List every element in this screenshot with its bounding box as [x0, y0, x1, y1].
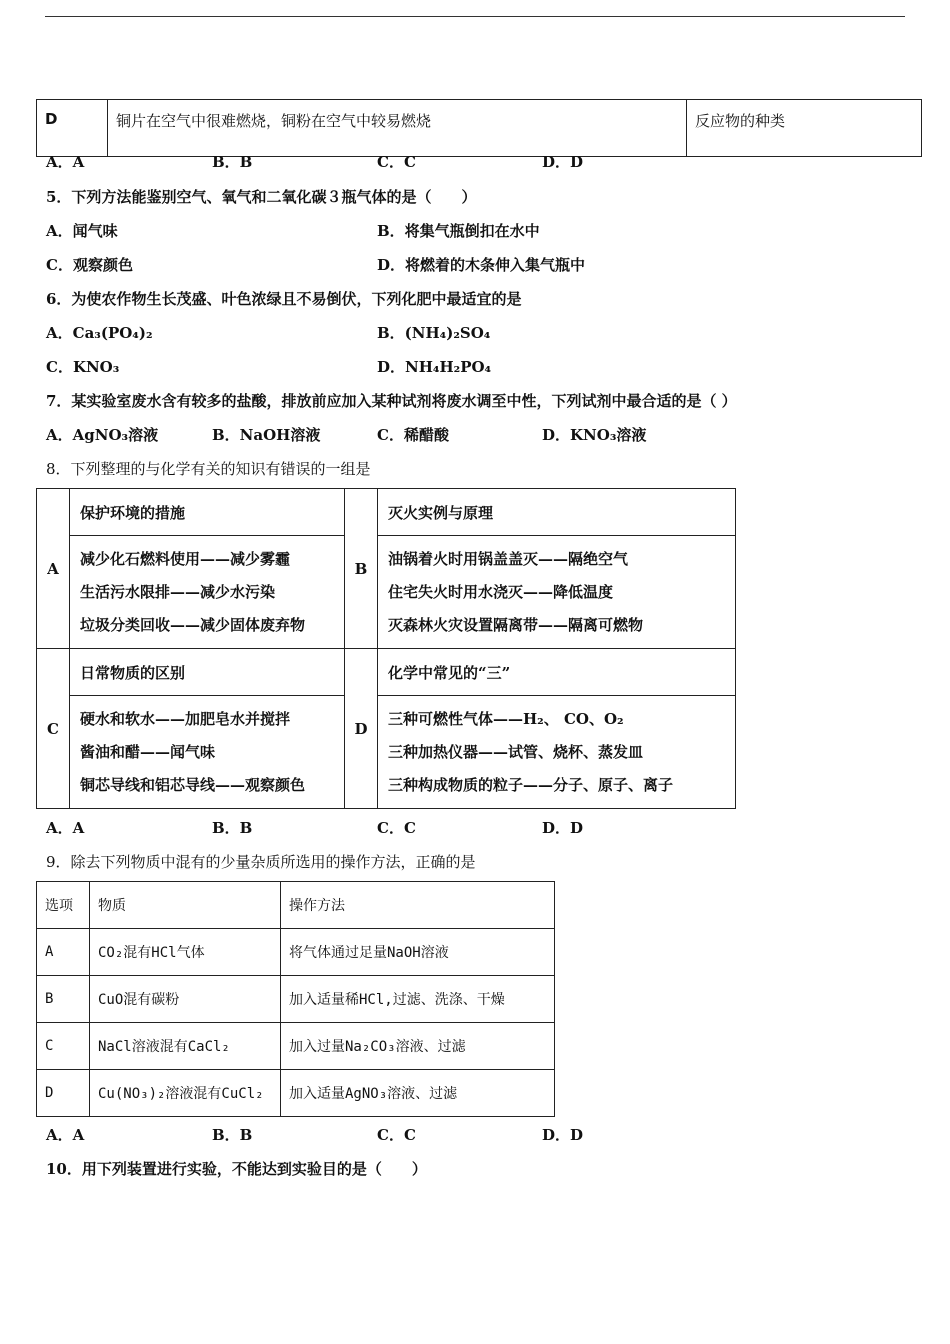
q9-header-method: 操作方法 [281, 882, 555, 929]
table-cell: A [37, 929, 90, 976]
q8-cell-b-label: B [345, 489, 378, 649]
q5-stem: 5．下列方法能鉴别空气、氧气和二氧化碳３瓶气体的是（ ） [46, 188, 477, 206]
list-item: 垃圾分类回收——减少固体废弃物 [80, 615, 306, 634]
table-row [37, 536, 736, 649]
q9-option-b[interactable]: B．B [212, 1126, 253, 1144]
table-row [37, 649, 736, 696]
q4-option-b[interactable]: B．B [212, 153, 253, 171]
table-cell: CO₂混有HCl气体 [90, 929, 281, 976]
q7-option-d[interactable]: D．KNO₃溶液 [542, 426, 647, 444]
q8-cell-b-title: 灭火实例与原理 [378, 489, 736, 536]
row-d-label: D [37, 100, 108, 157]
table-cell: 将气体通过足量NaOH溶液 [281, 929, 555, 976]
table-row [37, 1070, 555, 1117]
row-d-factor: 反应物的种类 [687, 100, 922, 157]
q9-option-c[interactable]: C．C [377, 1126, 416, 1144]
q9-option-a[interactable]: A．A [46, 1126, 85, 1144]
table-row [37, 976, 555, 1023]
header-rule [45, 16, 905, 17]
q4-option-a[interactable]: A．A [46, 153, 85, 171]
table-row [37, 1023, 555, 1070]
q8-cell-a-title: 保护环境的措施 [70, 489, 345, 536]
q8-option-a[interactable]: A．A [46, 819, 85, 837]
q8-cell-b-body [378, 536, 736, 649]
q8-cell-a-body [70, 536, 345, 649]
table-cell: D [37, 1070, 90, 1117]
table-row [37, 696, 736, 809]
q9-table [36, 881, 555, 1117]
q6-option-c[interactable]: C．KNO₃ [46, 358, 120, 376]
q9-stem: 9．除去下列物质中混有的少量杂质所选用的操作方法，正确的是 [46, 853, 476, 871]
q6-option-b[interactable]: B．(NH₄)₂SO₄ [377, 324, 491, 342]
table-cell: 加入过量Na₂CO₃溶液、过滤 [281, 1023, 555, 1070]
list-item: 硬水和软水——加肥皂水并搅拌 [80, 709, 291, 728]
q6-option-a[interactable]: A．Ca₃(PO₄)₂ [46, 324, 153, 342]
list-item: 油锅着火时用锅盖盖灭——隔绝空气 [388, 549, 629, 568]
list-item: 生活污水限排——减少水污染 [80, 582, 276, 601]
q8-cell-d-body [378, 696, 736, 809]
list-item: 酱油和醋——闻气味 [80, 742, 216, 761]
q4-option-d[interactable]: D．D [542, 153, 584, 171]
table-cell: CuO混有碳粉 [90, 976, 281, 1023]
q7-option-a[interactable]: A．AgNO₃溶液 [46, 426, 159, 444]
q10-stem: 10．用下列装置进行实验，不能达到实验目的是（ ） [46, 1160, 427, 1178]
q8-cell-c-body [70, 696, 345, 809]
q8-cell-c-label: C [37, 649, 70, 809]
q8-option-d[interactable]: D．D [542, 819, 584, 837]
q5-option-a[interactable]: A．闻气味 [46, 222, 118, 240]
q9-header-substance: 物质 [90, 882, 281, 929]
table-row [37, 489, 736, 536]
q8-cell-d-title: 化学中常见的“三” [378, 649, 736, 696]
table-cell: 加入适量AgNO₃溶液、过滤 [281, 1070, 555, 1117]
q8-knowledge-table [36, 488, 736, 809]
list-item: 减少化石燃料使用——减少雾霾 [80, 549, 291, 568]
table-cell: B [37, 976, 90, 1023]
table-cell: NaCl溶液混有CaCl₂ [90, 1023, 281, 1070]
q5-option-d[interactable]: D．将燃着的木条伸入集气瓶中 [377, 256, 586, 274]
q4-option-c[interactable]: C．C [377, 153, 416, 171]
q8-option-c[interactable]: C．C [377, 819, 416, 837]
q9-header-option: 选项 [37, 882, 90, 929]
table-cell: C [37, 1023, 90, 1070]
table-row [37, 882, 555, 929]
table-row [37, 100, 922, 157]
q4-table-row-d [36, 99, 922, 157]
list-item: 三种可燃性气体——H₂、 CO、O₂ [388, 709, 624, 728]
list-item: 三种加热仪器——试管、烧杯、蒸发皿 [388, 742, 644, 761]
list-item: 住宅失火时用水浇灭——降低温度 [388, 582, 614, 601]
list-item: 三种构成物质的粒子——分子、原子、离子 [388, 775, 674, 794]
q6-stem: 6．为使农作物生长茂盛、叶色浓绿且不易倒伏，下列化肥中最适宜的是 [46, 290, 522, 308]
q5-option-b[interactable]: B．将集气瓶倒扣在水中 [377, 222, 540, 240]
table-cell: Cu(NO₃)₂溶液混有CuCl₂ [90, 1070, 281, 1117]
q9-option-d[interactable]: D．D [542, 1126, 584, 1144]
q8-cell-c-title: 日常物质的区别 [70, 649, 345, 696]
q8-option-b[interactable]: B．B [212, 819, 253, 837]
q7-option-b[interactable]: B．NaOH溶液 [212, 426, 321, 444]
q6-option-d[interactable]: D．NH₄H₂PO₄ [377, 358, 492, 376]
list-item: 铜芯导线和铝芯导线——观察颜色 [80, 775, 306, 794]
q5-option-c[interactable]: C．观察颜色 [46, 256, 133, 274]
q8-stem: 8．下列整理的与化学有关的知识有错误的一组是 [46, 460, 371, 478]
q8-cell-a-label: A [37, 489, 70, 649]
q7-option-c[interactable]: C．稀醋酸 [377, 426, 449, 444]
q8-cell-d-label: D [345, 649, 378, 809]
table-cell: 加入适量稀HCl,过滤、洗涤、干燥 [281, 976, 555, 1023]
table-row [37, 929, 555, 976]
list-item: 灭森林火灾设置隔离带——隔离可燃物 [388, 615, 644, 634]
row-d-content: 铜片在空气中很难燃烧，铜粉在空气中较易燃烧 [108, 100, 687, 157]
q7-stem: 7．某实验室废水含有较多的盐酸，排放前应加入某种试剂将废水调至中性，下列试剂中最合适的是（ ） [46, 392, 737, 410]
